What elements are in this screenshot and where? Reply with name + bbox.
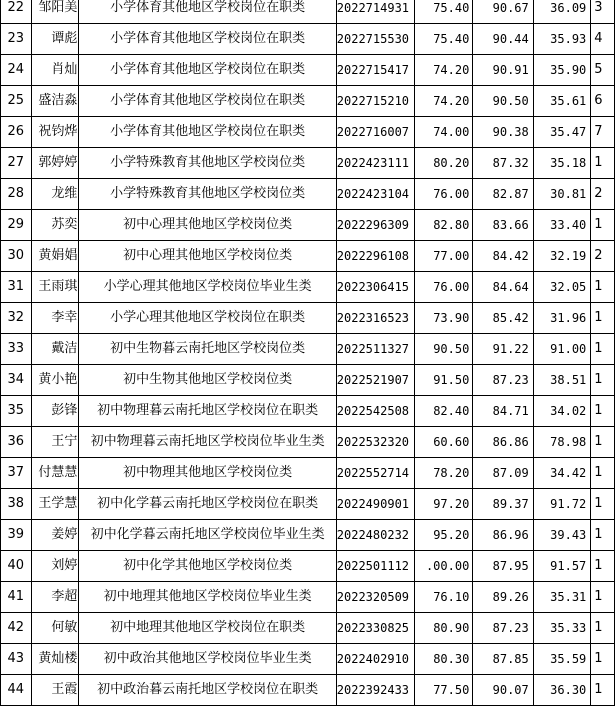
- name-cell[interactable]: 姜婷: [31, 520, 79, 551]
- written-score-cell[interactable]: 76.00: [414, 179, 473, 210]
- table-row: [1, 241, 615, 272]
- interview-score-cell[interactable]: 91.22: [473, 334, 533, 365]
- exam-id-cell[interactable]: 2022714931: [336, 0, 414, 24]
- position-cell[interactable]: 小学体育其他地区学校岗位在职类: [79, 86, 336, 117]
- row-number-cell[interactable]: 41: [1, 582, 32, 613]
- table-row: [1, 644, 615, 675]
- exam-id-cell[interactable]: 2022296309: [336, 210, 414, 241]
- total-score-cell[interactable]: 34.02: [533, 396, 591, 427]
- name-cell[interactable]: 黄小艳: [31, 365, 79, 396]
- table-row: [1, 334, 615, 365]
- exam-id-cell[interactable]: 2022306415: [336, 272, 414, 303]
- total-score-cell[interactable]: 32.19: [533, 241, 591, 272]
- position-cell[interactable]: 初中政治其他地区学校岗位毕业生类: [79, 644, 336, 675]
- written-score-cell[interactable]: 60.60: [414, 427, 473, 458]
- name-cell[interactable]: 盛洁淼: [31, 86, 79, 117]
- row-number-cell[interactable]: 22: [1, 0, 32, 24]
- rank-cell[interactable]: 6: [591, 86, 615, 117]
- score-table-body: [1, 0, 615, 706]
- exam-id-cell[interactable]: 2022532320: [336, 427, 414, 458]
- position-cell[interactable]: 初中心理其他地区学校岗位类: [79, 241, 336, 272]
- exam-id-cell[interactable]: 2022552714: [336, 458, 414, 489]
- table-row: [1, 675, 615, 706]
- table-row: [1, 551, 615, 582]
- row-number-cell[interactable]: 36: [1, 427, 32, 458]
- rank-cell[interactable]: 7: [591, 117, 615, 148]
- exam-id-cell[interactable]: 2022542508: [336, 396, 414, 427]
- total-score-cell[interactable]: 32.05: [533, 272, 591, 303]
- interview-score-cell[interactable]: 86.86: [473, 427, 533, 458]
- position-cell[interactable]: 初中地理其他地区学校岗位毕业生类: [79, 582, 336, 613]
- total-score-cell[interactable]: 36.09: [533, 0, 591, 24]
- position-cell[interactable]: 小学体育其他地区学校岗位在职类: [79, 117, 336, 148]
- exam-id-cell[interactable]: 2022521907: [336, 365, 414, 396]
- exam-id-cell[interactable]: 2022423111: [336, 148, 414, 179]
- rank-cell[interactable]: 1: [591, 272, 615, 303]
- table-row: [1, 148, 615, 179]
- row-number-cell[interactable]: 30: [1, 241, 32, 272]
- written-score-cell[interactable]: 82.80: [414, 210, 473, 241]
- position-cell[interactable]: 初中物理暮云南托地区学校岗位毕业生类: [79, 427, 336, 458]
- row-number-cell[interactable]: 44: [1, 675, 32, 706]
- position-cell[interactable]: 小学体育其他地区学校岗位在职类: [79, 0, 336, 24]
- name-cell[interactable]: 龙维: [31, 179, 79, 210]
- written-score-cell[interactable]: 82.40: [414, 396, 473, 427]
- exam-id-cell[interactable]: 2022402910: [336, 644, 414, 675]
- rank-cell[interactable]: 1: [591, 520, 615, 551]
- total-score-cell[interactable]: 36.30: [533, 675, 591, 706]
- rank-cell[interactable]: 1: [591, 396, 615, 427]
- interview-score-cell[interactable]: 87.85: [473, 644, 533, 675]
- position-cell[interactable]: 初中生物其他地区学校岗位类: [79, 365, 336, 396]
- written-score-cell[interactable]: .00.00: [414, 551, 473, 582]
- written-score-cell[interactable]: 77.50: [414, 675, 473, 706]
- exam-id-cell[interactable]: 2022392433: [336, 675, 414, 706]
- total-score-cell[interactable]: 78.98: [533, 427, 591, 458]
- table-row: [1, 86, 615, 117]
- position-cell[interactable]: 初中化学其他地区学校岗位类: [79, 551, 336, 582]
- total-score-cell[interactable]: 33.40: [533, 210, 591, 241]
- exam-id-cell[interactable]: 2022501112: [336, 551, 414, 582]
- rank-cell[interactable]: 1: [591, 210, 615, 241]
- interview-score-cell[interactable]: 82.87: [473, 179, 533, 210]
- exam-id-cell[interactable]: 2022715210: [336, 86, 414, 117]
- row-number-cell[interactable]: 39: [1, 520, 32, 551]
- interview-score-cell[interactable]: 86.96: [473, 520, 533, 551]
- table-row: [1, 0, 615, 24]
- position-cell[interactable]: 小学心理其他地区学校岗位毕业生类: [79, 272, 336, 303]
- written-score-cell[interactable]: 73.90: [414, 303, 473, 334]
- position-cell[interactable]: 初中政治暮云南托地区学校岗位在职类: [79, 675, 336, 706]
- written-score-cell[interactable]: 74.00: [414, 117, 473, 148]
- written-score-cell[interactable]: 76.00: [414, 272, 473, 303]
- total-score-cell[interactable]: 30.81: [533, 179, 591, 210]
- exam-id-cell[interactable]: 2022320509: [336, 582, 414, 613]
- table-row: [1, 55, 615, 86]
- name-cell[interactable]: 邹阳美: [31, 0, 79, 24]
- interview-score-cell[interactable]: 87.95: [473, 551, 533, 582]
- row-number-cell[interactable]: 27: [1, 148, 32, 179]
- name-cell[interactable]: 黄灿楼: [31, 644, 79, 675]
- interview-score-cell[interactable]: 85.42: [473, 303, 533, 334]
- interview-score-cell[interactable]: 90.38: [473, 117, 533, 148]
- exam-id-cell[interactable]: 2022480232: [336, 520, 414, 551]
- exam-id-cell[interactable]: 2022715530: [336, 24, 414, 55]
- position-cell[interactable]: 小学体育其他地区学校岗位在职类: [79, 24, 336, 55]
- table-row: [1, 303, 615, 334]
- written-score-cell[interactable]: 75.40: [414, 24, 473, 55]
- row-number-cell[interactable]: 29: [1, 210, 32, 241]
- interview-score-cell[interactable]: 84.42: [473, 241, 533, 272]
- rank-cell[interactable]: 1: [591, 458, 615, 489]
- total-score-cell[interactable]: 91.72: [533, 489, 591, 520]
- written-score-cell[interactable]: 90.50: [414, 334, 473, 365]
- interview-score-cell[interactable]: 89.26: [473, 582, 533, 613]
- written-score-cell[interactable]: 80.20: [414, 148, 473, 179]
- position-cell[interactable]: 小学体育其他地区学校岗位在职类: [79, 55, 336, 86]
- written-score-cell[interactable]: 80.30: [414, 644, 473, 675]
- total-score-cell[interactable]: 35.18: [533, 148, 591, 179]
- position-cell[interactable]: 初中生物暮云南托地区学校岗位类: [79, 334, 336, 365]
- written-score-cell[interactable]: 74.20: [414, 55, 473, 86]
- name-cell[interactable]: 王宁: [31, 427, 79, 458]
- total-score-cell[interactable]: 34.42: [533, 458, 591, 489]
- position-cell[interactable]: 初中物理其他地区学校岗位类: [79, 458, 336, 489]
- interview-score-cell[interactable]: 90.07: [473, 675, 533, 706]
- rank-cell[interactable]: 1: [591, 334, 615, 365]
- total-score-cell[interactable]: 35.59: [533, 644, 591, 675]
- exam-id-cell[interactable]: 2022316523: [336, 303, 414, 334]
- name-cell[interactable]: 彭锋: [31, 396, 79, 427]
- rank-cell[interactable]: 1: [591, 303, 615, 334]
- table-row: [1, 458, 615, 489]
- name-cell[interactable]: 黄娟娼: [31, 241, 79, 272]
- rank-cell[interactable]: 1: [591, 427, 615, 458]
- table-row: [1, 427, 615, 458]
- name-cell[interactable]: 苏奕: [31, 210, 79, 241]
- position-cell[interactable]: 初中物理暮云南托地区学校岗位在职类: [79, 396, 336, 427]
- rank-cell[interactable]: 1: [591, 582, 615, 613]
- table-row: [1, 272, 615, 303]
- exam-id-cell[interactable]: 2022715417: [336, 55, 414, 86]
- position-cell[interactable]: 初中化学暮云南托地区学校岗位在职类: [79, 489, 336, 520]
- written-score-cell[interactable]: 95.20: [414, 520, 473, 551]
- interview-score-cell[interactable]: 84.71: [473, 396, 533, 427]
- total-score-cell[interactable]: 38.51: [533, 365, 591, 396]
- position-cell[interactable]: 初中地理其他地区学校岗位在职类: [79, 613, 336, 644]
- written-score-cell[interactable]: 78.20: [414, 458, 473, 489]
- table-row: [1, 520, 615, 551]
- total-score-cell[interactable]: 39.43: [533, 520, 591, 551]
- row-number-cell[interactable]: 37: [1, 458, 32, 489]
- name-cell[interactable]: 谭彪: [31, 24, 79, 55]
- interview-score-cell[interactable]: 83.66: [473, 210, 533, 241]
- table-row: [1, 117, 615, 148]
- rank-cell[interactable]: 1: [591, 644, 615, 675]
- name-cell[interactable]: 李超: [31, 582, 79, 613]
- row-number-cell[interactable]: 43: [1, 644, 32, 675]
- row-number-cell[interactable]: 32: [1, 303, 32, 334]
- name-cell[interactable]: 何敏: [31, 613, 79, 644]
- exam-id-cell[interactable]: 2022716007: [336, 117, 414, 148]
- rank-cell[interactable]: 1: [591, 675, 615, 706]
- name-cell[interactable]: 刘婷: [31, 551, 79, 582]
- table-row: [1, 489, 615, 520]
- row-number-cell[interactable]: 24: [1, 55, 32, 86]
- row-number-cell[interactable]: 26: [1, 117, 32, 148]
- position-cell[interactable]: 初中心理其他地区学校岗位类: [79, 210, 336, 241]
- total-score-cell[interactable]: 35.90: [533, 55, 591, 86]
- rank-cell[interactable]: 2: [591, 241, 615, 272]
- rank-cell[interactable]: 1: [591, 551, 615, 582]
- table-row: [1, 210, 615, 241]
- rank-cell[interactable]: 1: [591, 365, 615, 396]
- interview-score-cell[interactable]: 90.91: [473, 55, 533, 86]
- written-score-cell[interactable]: 91.50: [414, 365, 473, 396]
- row-number-cell[interactable]: 42: [1, 613, 32, 644]
- written-score-cell[interactable]: 75.40: [414, 0, 473, 24]
- exam-id-cell[interactable]: 2022296108: [336, 241, 414, 272]
- position-cell[interactable]: 小学特殊教育其他地区学校岗位类: [79, 148, 336, 179]
- row-number-cell[interactable]: 25: [1, 86, 32, 117]
- row-number-cell[interactable]: 23: [1, 24, 32, 55]
- table-row: [1, 24, 615, 55]
- rank-cell[interactable]: 1: [591, 148, 615, 179]
- name-cell[interactable]: 郭婷婷: [31, 148, 79, 179]
- interview-score-cell[interactable]: 90.67: [473, 0, 533, 24]
- position-cell[interactable]: 初中化学暮云南托地区学校岗位毕业生类: [79, 520, 336, 551]
- row-number-cell[interactable]: 38: [1, 489, 32, 520]
- table-row: [1, 396, 615, 427]
- row-number-cell[interactable]: 40: [1, 551, 32, 582]
- rank-cell[interactable]: 3: [591, 0, 615, 24]
- table-row: [1, 613, 615, 644]
- interview-score-cell[interactable]: 87.09: [473, 458, 533, 489]
- interview-score-cell[interactable]: 87.23: [473, 365, 533, 396]
- name-cell[interactable]: 付慧慧: [31, 458, 79, 489]
- total-score-cell[interactable]: 35.93: [533, 24, 591, 55]
- total-score-cell[interactable]: 35.61: [533, 86, 591, 117]
- rank-cell[interactable]: 1: [591, 489, 615, 520]
- written-score-cell[interactable]: 77.00: [414, 241, 473, 272]
- name-cell[interactable]: 祝钧烨: [31, 117, 79, 148]
- written-score-cell[interactable]: 97.20: [414, 489, 473, 520]
- position-cell[interactable]: 小学心理其他地区学校岗位在职类: [79, 303, 336, 334]
- total-score-cell[interactable]: 31.96: [533, 303, 591, 334]
- exam-id-cell[interactable]: 2022330825: [336, 613, 414, 644]
- total-score-cell[interactable]: 35.31: [533, 582, 591, 613]
- total-score-cell[interactable]: 91.00: [533, 334, 591, 365]
- exam-id-cell[interactable]: 2022511327: [336, 334, 414, 365]
- interview-score-cell[interactable]: 87.23: [473, 613, 533, 644]
- written-score-cell[interactable]: 76.10: [414, 582, 473, 613]
- table-row: [1, 179, 615, 210]
- rank-cell[interactable]: 4: [591, 24, 615, 55]
- row-number-cell[interactable]: 35: [1, 396, 32, 427]
- total-score-cell[interactable]: 91.57: [533, 551, 591, 582]
- name-cell[interactable]: 李幸: [31, 303, 79, 334]
- interview-score-cell[interactable]: 90.50: [473, 86, 533, 117]
- interview-score-cell[interactable]: 89.37: [473, 489, 533, 520]
- written-score-cell[interactable]: 80.90: [414, 613, 473, 644]
- interview-score-cell[interactable]: 84.64: [473, 272, 533, 303]
- row-number-cell[interactable]: 31: [1, 272, 32, 303]
- table-row: [1, 365, 615, 396]
- position-cell[interactable]: 小学特殊教育其他地区学校岗位类: [79, 179, 336, 210]
- name-cell[interactable]: 王雨琪: [31, 272, 79, 303]
- exam-id-cell[interactable]: 2022490901: [336, 489, 414, 520]
- total-score-cell[interactable]: 35.47: [533, 117, 591, 148]
- name-cell[interactable]: 王学慧: [31, 489, 79, 520]
- row-number-cell[interactable]: 28: [1, 179, 32, 210]
- row-number-cell[interactable]: 33: [1, 334, 32, 365]
- exam-id-cell[interactable]: 2022423104: [336, 179, 414, 210]
- rank-cell[interactable]: 5: [591, 55, 615, 86]
- interview-score-cell[interactable]: 90.44: [473, 24, 533, 55]
- row-number-cell[interactable]: 34: [1, 365, 32, 396]
- name-cell[interactable]: 戴洁: [31, 334, 79, 365]
- rank-cell[interactable]: 2: [591, 179, 615, 210]
- rank-cell[interactable]: 1: [591, 613, 615, 644]
- name-cell[interactable]: 王霞: [31, 675, 79, 706]
- total-score-cell[interactable]: 35.33: [533, 613, 591, 644]
- table-row: [1, 582, 615, 613]
- name-cell[interactable]: 肖灿: [31, 55, 79, 86]
- written-score-cell[interactable]: 74.20: [414, 86, 473, 117]
- interview-score-cell[interactable]: 87.32: [473, 148, 533, 179]
